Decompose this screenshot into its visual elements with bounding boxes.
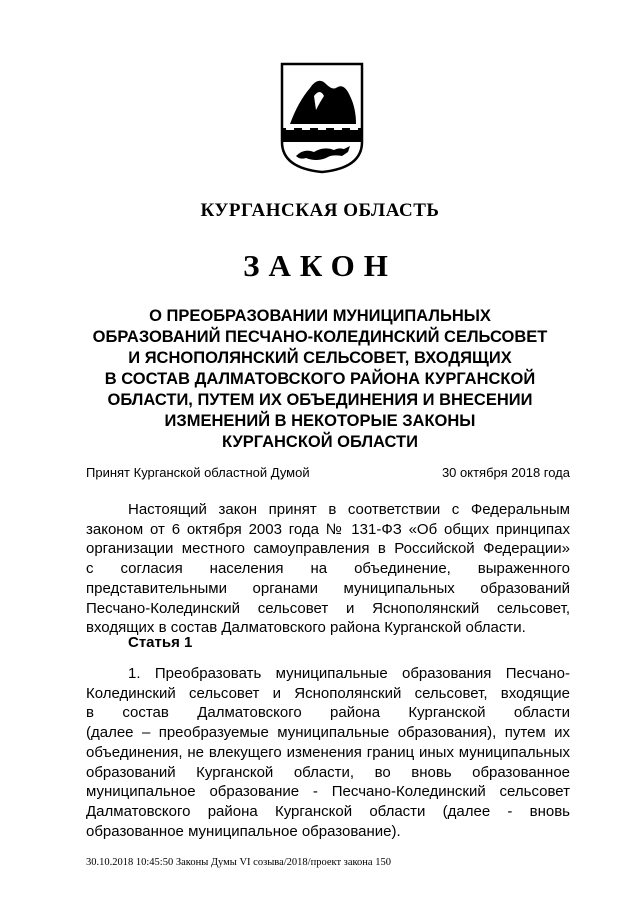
article-line: (далее – преобразуемые муниципальные образования), путем их: [86, 724, 570, 742]
preamble-line: законом от 6 октября 2003 года № 131-ФЗ «Об общих принципах: [86, 520, 570, 538]
article-heading: Статья 1: [128, 634, 193, 651]
article-line: объединения, не влекущего изменения границ иных муниципальных: [86, 743, 570, 761]
law-title-line: КУРГАНСКОЙ ОБЛАСТИ: [222, 433, 418, 451]
article-line: Колединский сельсовет и Яснополянский сельсовет, входящие: [86, 684, 570, 702]
preamble-line: организации местного самоуправления в Российской Федерации»: [86, 540, 570, 558]
law-title-line: О ПРЕОБРАЗОВАНИИ МУНИЦИПАЛЬНЫХ: [149, 307, 491, 325]
preamble-paragraph: [86, 500, 570, 638]
article-line: Далматовского района Курганской области (далее - вновь: [86, 802, 570, 820]
adoption-info: [86, 465, 570, 480]
document-type-heading: ЗАКОН: [243, 248, 397, 283]
page-footer: 30.10.2018 10:45:50 Законы Думы VI созыва/2018/проект закона 150: [86, 857, 391, 868]
preamble-line: входящих в состав Далматовского района Курганской области.: [86, 619, 526, 637]
region-heading: КУРГАНСКАЯ ОБЛАСТЬ: [200, 200, 440, 221]
preamble-line: с согласия населения на объединение, выраженного: [86, 560, 570, 578]
law-title: [80, 306, 560, 453]
article-line: образований Курганской области, во вновь образованное: [86, 763, 570, 781]
law-title-line: В СОСТАВ ДАЛМАТОВСКОГО РАЙОНА КУРГАНСКОЙ: [104, 370, 536, 388]
preamble-line: Настоящий закон принят в соответствии с Федеральным: [128, 501, 570, 518]
law-title-line: ОБЛАСТИ, ПУТЕМ ИХ ОБЪЕДИНЕНИЯ И ВНЕСЕНИИ: [107, 391, 533, 409]
article-paragraph: [86, 664, 570, 841]
article-line: в состав Далматовского района Курганской области: [86, 704, 570, 722]
preamble-line: Песчано-Колединский сельсовет и Яснополянский сельсовет,: [86, 599, 570, 617]
adopting-body: Принят Курганской областной Думой: [86, 465, 310, 480]
law-title-line: ИЗМЕНЕНИЙ В НЕКОТОРЫЕ ЗАКОНЫ: [164, 412, 476, 430]
adoption-date: 30 октября 2018 года: [441, 465, 570, 480]
article-line: муниципальное образование - Песчано-Колединский сельсовет: [86, 783, 570, 801]
law-title-line: И ЯСНОПОЛЯНСКИЙ СЕЛЬСОВЕТ, ВХОДЯЩИХ: [128, 349, 512, 367]
preamble-line: представительными органами муниципальных образований: [86, 579, 570, 597]
article-line: образованное муниципальное образование).: [86, 822, 401, 840]
kurgan-oblast-coat-of-arms-icon: [280, 62, 364, 174]
article-line: 1. Преобразовать муниципальные образования Песчано-: [128, 665, 570, 682]
law-title-line: ОБРАЗОВАНИЙ ПЕСЧАНО-КОЛЕДИНСКИЙ СЕЛЬСОВЕТ: [92, 328, 548, 346]
